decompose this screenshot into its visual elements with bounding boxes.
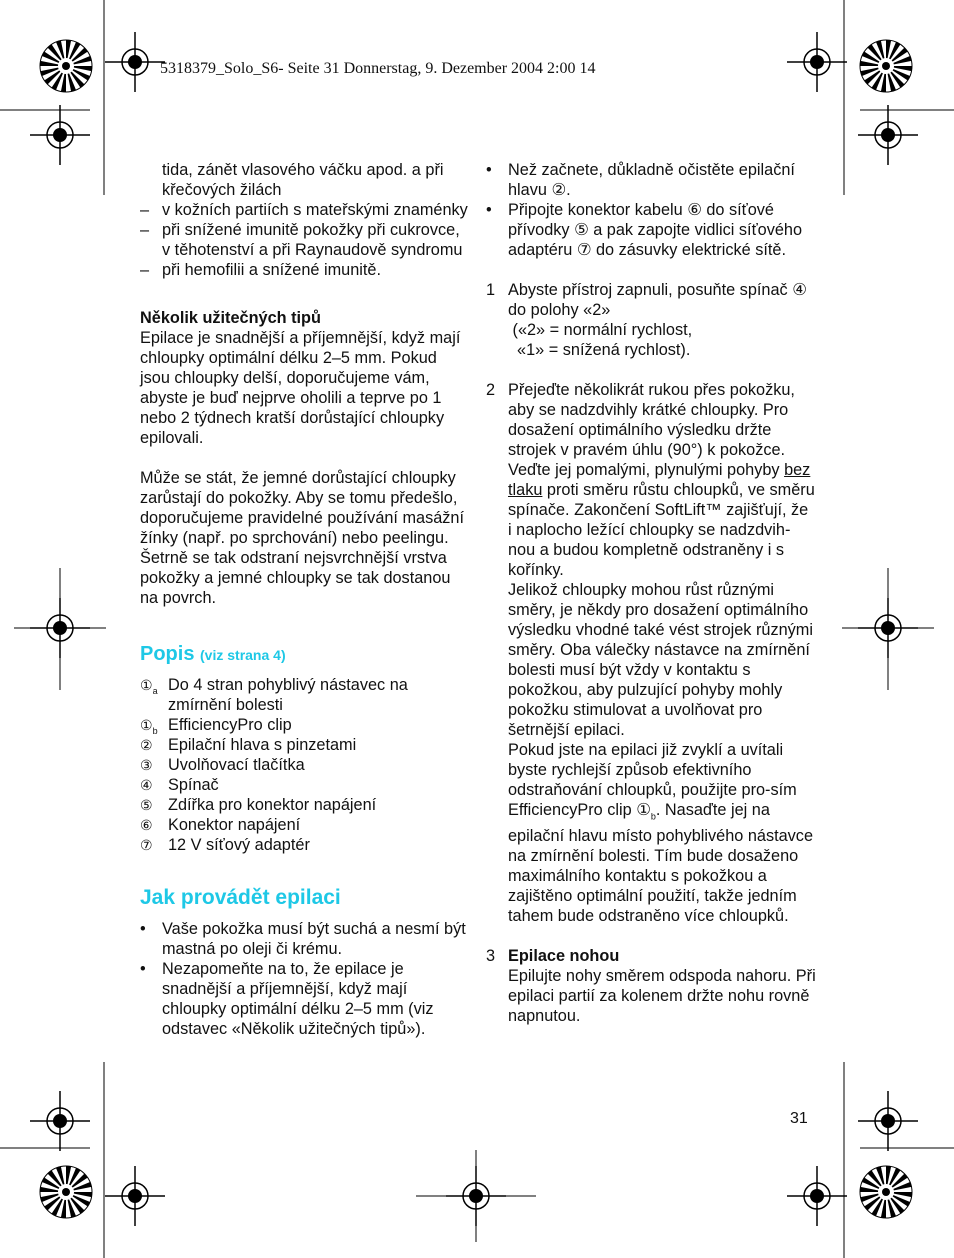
print-header: 5318379_Solo_S6- Seite 31 Donnerstag, 9. Dezember 2004 2:00 14: [160, 60, 596, 77]
part-item: ② Epilační hlava s pinzetami: [140, 736, 357, 754]
part-item: $①_a$ Do 4 stran pohyblivý nástavec na zmírnění bolesti: [140, 676, 408, 714]
step-3: 3 Epilace nohou Epilujte nohy směrem odspoda nahoru. Při epilaci partií za kolenem držte nohu rovně napnutou.: [486, 947, 816, 1026]
part-item: ③ Uvolňovací tlačítka: [140, 756, 305, 774]
parts-list: [140, 675, 470, 855]
tips-heading: Několik užitečných tipů: [140, 309, 321, 327]
dash-item: – při snížené imunitě pokožky při cukrovce, v těhotenství a při Raynaudově syndromu: [140, 221, 463, 259]
part-item: ⑦ 12 V síťový adaptér: [140, 836, 310, 854]
jak-heading: Jak provádět epilaci: [140, 886, 341, 909]
part-item: ⑥ Konektor napájení: [140, 816, 301, 834]
popis-subheading: (viz strana 4): [200, 647, 286, 663]
right-column: [486, 160, 816, 1026]
dash-item: – při hemofilii a snížené imunitě.: [140, 261, 381, 279]
page-number: 31: [790, 1110, 808, 1127]
step-2: 2 Přejeďte několikrát rukou přes pokožku, aby se nadzdvihly krátké chloupky. Pro dosažení optimálního výsledku držte strojek v pravém úhlu (90°) k pokožce. Veďte jej pomalými, plynulými pohyby bez tlaku proti směru růstu chloupků, ve směru spínače. Zakončení SoftLift™ zajišťují, že i naplocho ležící chloupky se nadzdvih-nou a budou kompletně odstraněny i s kořínky. Jelikož chloupky mohou růst různými směry, je někdy pro dosažení optimálního výsledku vhodné také vést strojek různými směry. Oba válečky nástavce na zmírnění bolesti musí být vždy v kontaktu s pokožkou, aby pulzující pohyby mohly pokožku stimulovat a uvolňovat pro šetrnější epilaci. Pokud jste na epilaci již zvyklí a uvítali byste rychlejší způsob efektivního odstraňování chloupků, použijte pro-sím EfficiencyPro clip $①_b$. Nasaďte jej na epilační hlavu místo pohyblivého nástavce na zmírnění bolesti. Tím bude dosaženo maximálního kontaktu s pokožkou a zajištěno optimální použití, takže jedním tahem bude odstraněno více chloupků.: [486, 381, 815, 926]
part-item: $①_b$ EfficiencyPro clip: [140, 716, 292, 736]
popis-heading: Popis (viz strana 4): [140, 643, 286, 665]
bullet-item: • Nezapomeňte na to, že epilace je snadnější a příjemnější, když mají chloupky optimální délku 2–5 mm (viz odstavec «Několik užitečných tipů»).: [140, 960, 434, 1038]
bullet-item: • Vaše pokožka musí být suchá a nesmí být mastná po oleji či krému.: [140, 920, 466, 958]
step-1: 1 Abyste přístroj zapnuli, posuňte spínač ④ do polohy «2» («2» = normální rychlost, «1» = snížená rychlost).: [486, 281, 807, 359]
part-item: ⑤ Zdířka pro konektor napájení: [140, 796, 377, 814]
intro-continuation: tida, zánět vlasového váčku apod. a při křečových žilách: [162, 161, 444, 199]
left-column: [140, 160, 470, 1039]
bullet-item: • Než začnete, důkladně očistěte epilační hlavu ②.: [486, 161, 795, 199]
tips-paragraph-1: Epilace je snadnější a příjemnější, když mají chloupky optimální délku 2–5 mm. Pokud jsou chloupky delší, doporučujeme vám, abyste je buď nejprve oholili a teprve po 1 nebo 2 týdnech kratší dorůstající chloupky epilovali.: [140, 329, 461, 447]
tips-paragraph-2: Může se stát, že jemné dorůstající chloupky zarůstají do pokožky. Aby se tomu předešlo, doporučujeme pravidelné používání masážní žínky (např. po sprchování) nebo peelingu. Šetrně se tak odstraní nejsvrchnější vrstva pokožky a jemné chloupky se tak dostanou na povrch.: [140, 469, 465, 607]
bullet-item: • Připojte konektor kabelu ⑥ do síťové přívodky ⑤ a pak zapojte vidlici síťového adaptéru ⑦ do zásuvky elektrické sítě.: [486, 201, 803, 259]
dash-item: – v kožních partiích s mateřskými znaménky: [140, 201, 468, 219]
part-item: ④ Spínač: [140, 776, 219, 794]
